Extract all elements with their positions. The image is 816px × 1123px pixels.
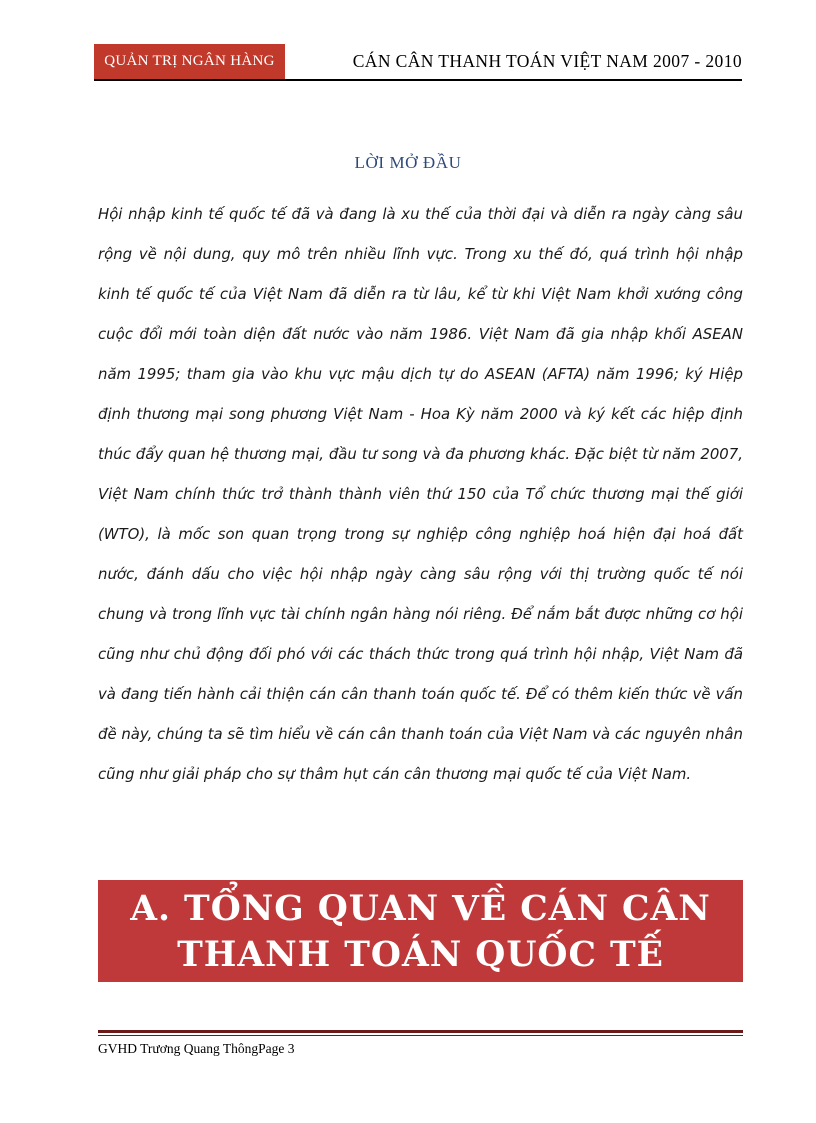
- footer-divider: [98, 1030, 743, 1033]
- intro-title: LỜI MỞ ĐẦU: [354, 153, 462, 172]
- section-heading-line-1: A. TỔNG QUAN VỀ CÁN CÂN: [130, 889, 711, 929]
- page-footer: GVHD Trương Quang ThôngPage 3: [98, 1041, 295, 1056]
- section-heading-box: [98, 880, 743, 982]
- footer-divider-thin: [98, 1035, 743, 1036]
- header-document-title: CÁN CÂN THANH TOÁN VIỆT NAM 2007 - 2010: [352, 51, 742, 71]
- section-heading-line-2: THANH TOÁN QUỐC TẾ: [177, 935, 664, 975]
- intro-paragraph: Hội nhập kinh tế quốc tế đã và đang là xu thế của thời đại và diễn ra ngày càng sâu rộng về nội dung, quy mô trên nhiều lĩnh vực. Trong xu thế đó, quá trình hội nhập kinh tế quốc tế của Việt Nam đã diễn ra từ lâu, kể từ khi Việt Nam khởi xướng công cuộc đổi mới toàn diện đất nước vào năm 1986. Việt Nam đã gia nhập khối ASEAN năm 1995; tham gia vào khu vực mậu dịch tự do ASEAN (AFTA) năm 1996; ký Hiệp định thương mại song phương Việt Nam - Hoa Kỳ năm 2000 và ký kết các hiệp định thúc đẩy quan hệ thương mại, đầu tư song và đa phương khác. Đặc biệt từ năm 2007, Việt Nam chính thức trở thành thành viên thứ 150 của Tổ chức thương mại thế giới (WTO), là mốc son quan trọng trong sự nghiệp công nghiệp hoá hiện đại hoá đất nước, đánh dấu cho việc hội nhập ngày càng sâu rộng với thị trường quốc tế nói chung và trong lĩnh vực tài chính ngân hàng nói riêng. Để nắm bắt được những cơ hội cũng như chủ động đối phó với các thách thức trong quá trình hội nhập, Việt Nam đã và đang tiến hành cải thiện cán cân thanh toán quốc tế. Để có thêm kiến thức về vấn đề này, chúng ta sẽ tìm hiểu về cán cân thanh toán của Việt Nam và các nguyên nhân cũng như giải pháp cho sự thâm hụt cán cân thương mại quốc tế của Việt Nam.: [98, 205, 743, 783]
- header-section-label: QUẢN TRỊ NGÂN HÀNG: [94, 44, 285, 79]
- page-header: [94, 44, 742, 81]
